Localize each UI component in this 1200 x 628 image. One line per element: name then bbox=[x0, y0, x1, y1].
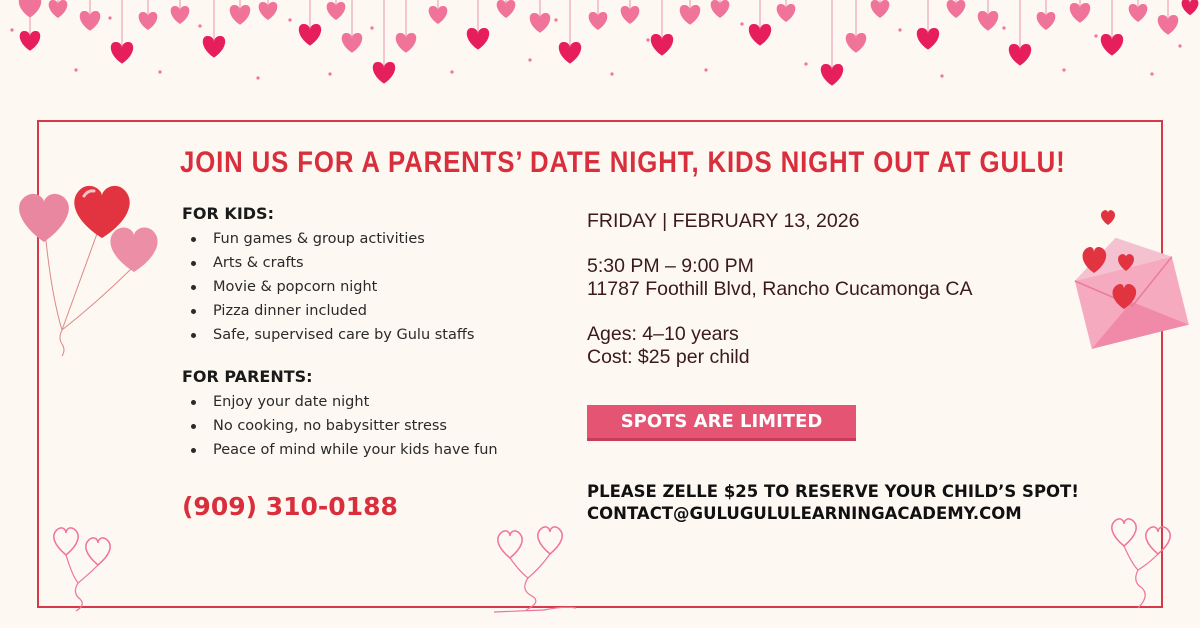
kids-list bbox=[182, 227, 552, 347]
event-headline: JOIN US FOR A PARENTS’ DATE NIGHT, KIDS NIGHT OUT AT GULU! bbox=[180, 146, 1066, 179]
event-ages: Ages: 4–10 years bbox=[587, 323, 739, 345]
list-item: Safe, supervised care by Gulu staffs bbox=[182, 323, 552, 347]
list-item: Arts & crafts bbox=[182, 251, 552, 275]
phone-number[interactable]: (909) 310-0188 bbox=[182, 492, 398, 521]
balloon-hearts-icon bbox=[10, 180, 170, 360]
heart-balloon-doodle-icon bbox=[1094, 512, 1184, 612]
event-details bbox=[587, 210, 1127, 369]
parents-section-title: FOR PARENTS: bbox=[182, 367, 313, 386]
event-date: FRIDAY | FEBRUARY 13, 2026 bbox=[587, 210, 860, 232]
list-item: Enjoy your date night bbox=[182, 390, 552, 414]
list-item: Movie & popcorn night bbox=[182, 275, 552, 299]
kids-section-title: FOR KIDS: bbox=[182, 204, 274, 223]
event-time: 5:30 PM – 9:00 PM bbox=[587, 255, 754, 277]
parents-list bbox=[182, 390, 552, 462]
list-item: No cooking, no babysitter stress bbox=[182, 414, 552, 438]
heart-garland bbox=[0, 0, 1200, 100]
list-item: Peace of mind while your kids have fun bbox=[182, 438, 552, 462]
contact-email[interactable]: CONTACT@GULUGULULEARNINGACADEMY.COM bbox=[587, 504, 1022, 523]
heart-balloon-doodle-icon bbox=[484, 518, 584, 618]
heart-balloon-doodle-icon bbox=[38, 515, 128, 615]
reservation-info bbox=[587, 481, 1079, 525]
left-column bbox=[182, 204, 552, 462]
list-item: Pizza dinner included bbox=[182, 299, 552, 323]
spots-limited-badge: SPOTS ARE LIMITED bbox=[587, 405, 856, 441]
event-cost: Cost: $25 per child bbox=[587, 346, 750, 368]
zelle-instruction: PLEASE ZELLE $25 TO RESERVE YOUR CHILD’S SPOT! bbox=[587, 482, 1079, 501]
list-item: Fun games & group activities bbox=[182, 227, 552, 251]
event-address: 11787 Foothill Blvd, Rancho Cucamonga CA bbox=[587, 278, 973, 300]
